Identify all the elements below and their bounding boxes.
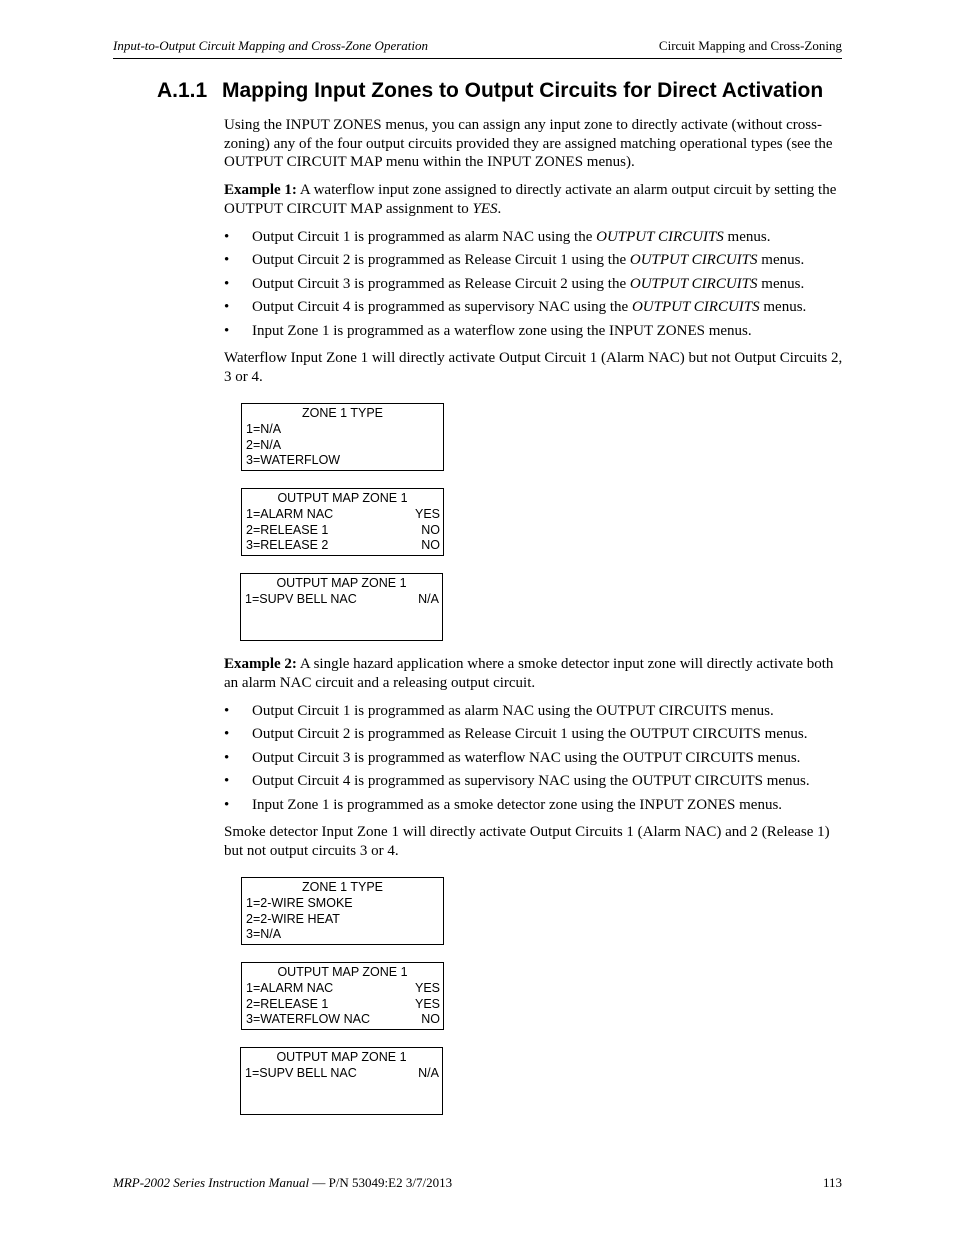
bullet: • (224, 322, 230, 339)
lcd-row-value: N/A (418, 591, 439, 606)
section-body (224, 116, 844, 1132)
list-item (224, 772, 844, 791)
lcd-row (242, 1012, 443, 1028)
lcd-row (242, 453, 443, 469)
lcd-row (241, 1066, 442, 1082)
example1-text: A waterflow input zone assigned to directly activate an alarm output circuit by setting the OUTPUT CIRCUIT MAP assignment to (224, 182, 837, 217)
lcd-row (242, 927, 443, 943)
example1-result: Waterflow Input Zone 1 will directly activate Output Circuit 1 (Alarm NAC) but not Output Circuits 2, 3 or 4. (224, 350, 843, 385)
section-number: A.1.1 (157, 79, 208, 102)
example1-text-em: YES (472, 200, 498, 217)
example1-list (224, 228, 844, 341)
lcd-row (242, 538, 443, 554)
lcd-row (242, 438, 443, 454)
list-item (224, 749, 844, 768)
lcd-row-label: 1=ALARM NAC (246, 506, 334, 521)
example2-result: Smoke detector Input Zone 1 will directly activate Output Circuits 1 (Alarm NAC) and 2 (Release 1) but not output circuits 3 or 4. (224, 824, 830, 859)
lcd-row-label: 2=N/A (246, 437, 282, 452)
lcd-row-label: 1=N/A (246, 421, 282, 436)
list-item-em: OUTPUT CIRCUITS (629, 252, 758, 268)
example1-paragraph (224, 181, 844, 218)
lcd-screen-output-map (241, 962, 444, 1030)
list-item (224, 275, 844, 294)
lcd-row (242, 896, 443, 912)
list-item-text: Input Zone 1 is programmed as a waterflow zone using the INPUT ZONES menus. (252, 322, 752, 339)
lcd-row-label: 2=2-WIRE HEAT (246, 911, 340, 926)
bullet: • (224, 299, 230, 315)
list-item-text-end: menus. (759, 299, 807, 315)
bullet: • (224, 228, 230, 245)
lcd-row-value: YES (414, 980, 440, 995)
lcd-title: OUTPUT MAP ZONE 1 (276, 576, 407, 590)
lcd-row-value: N/A (418, 1065, 439, 1080)
bullet: • (224, 796, 230, 813)
lcd-row (242, 507, 443, 523)
lcd-row (241, 592, 442, 608)
list-item-em: OUTPUT CIRCUITS (629, 275, 758, 292)
list-item (224, 228, 844, 247)
example1-label: Example 1: (224, 182, 297, 198)
list-item-em: OUTPUT CIRCUITS (596, 228, 724, 245)
bullet: • (224, 252, 230, 268)
lcd-row-label: 1=SUPV BELL NAC (245, 591, 357, 606)
intro-paragraph: Using the INPUT ZONES menus, you can assign any input zone to directly activate (without cross-zoning) any of the four output circuits provided they are assigned matching operational types (see the OUTPUT CIRCUIT MAP menu within the INPUT ZONES menus). (224, 117, 833, 170)
header-rule (113, 58, 842, 59)
list-item (224, 251, 844, 270)
bullet: • (224, 749, 230, 766)
lcd-row-label: 3=WATERFLOW NAC (246, 1012, 370, 1027)
example2-lcd-screens (241, 877, 844, 1115)
lcd-screen-output-map-2 (240, 573, 443, 641)
lcd-row-value: YES (414, 996, 440, 1011)
lcd-row-label: 3=N/A (246, 927, 282, 942)
lcd-row-label: 3=WATERFLOW (246, 453, 341, 468)
lcd-screen-zone-type (241, 403, 444, 471)
lcd-screen-zone-type (241, 877, 444, 945)
list-item-text-end: menus. (757, 275, 805, 292)
list-item (224, 298, 844, 317)
lcd-row-value: NO (421, 538, 440, 553)
lcd-title: OUTPUT MAP ZONE 1 (277, 965, 408, 979)
example1-text-end: . (497, 200, 502, 217)
bullet: • (224, 702, 230, 719)
lcd-row (242, 422, 443, 438)
example2-text: A single hazard application where a smoke detector input zone will directly activate both an alarm NAC circuit and a releasing output circuit. (224, 656, 834, 691)
list-item-text: Output Circuit 4 is programmed as supervisory NAC using the OUTPUT CIRCUITS menus. (252, 773, 810, 789)
lcd-title: ZONE 1 TYPE (301, 406, 384, 420)
bullet: • (224, 726, 230, 742)
list-item-text: Output Circuit 1 is programmed as alarm NAC using the (252, 228, 597, 245)
list-item-text: Output Circuit 1 is programmed as alarm NAC using the OUTPUT CIRCUITS menus. (252, 702, 774, 719)
lcd-title: OUTPUT MAP ZONE 1 (276, 1050, 407, 1064)
example2-list (224, 702, 844, 815)
lcd-row (242, 523, 443, 539)
bullet: • (224, 773, 230, 789)
list-item-text-end: menus. (757, 252, 805, 268)
lcd-row (242, 912, 443, 928)
lcd-row-label: 1=2-WIRE SMOKE (246, 895, 353, 910)
lcd-title: OUTPUT MAP ZONE 1 (277, 491, 408, 505)
example2-label: Example 2: (224, 656, 297, 672)
lcd-title: ZONE 1 TYPE (301, 880, 384, 894)
list-item-text-end: menus. (723, 228, 771, 245)
list-item (224, 796, 844, 815)
lcd-row-label: 3=RELEASE 2 (246, 538, 329, 553)
page-number: 113 (822, 1175, 842, 1190)
lcd-row-label: 2=RELEASE 1 (246, 996, 329, 1011)
list-item-em: OUTPUT CIRCUITS (631, 299, 760, 315)
list-item-text: Output Circuit 4 is programmed as supervisory NAC using the (252, 299, 632, 315)
lcd-row (242, 981, 443, 997)
lcd-screen-output-map (241, 488, 444, 556)
list-item-text: Output Circuit 2 is programmed as Release Circuit 1 using the OUTPUT CIRCUITS menus. (252, 726, 808, 742)
header-section-title: Circuit Mapping and Cross-Zoning (658, 38, 842, 53)
lcd-screen-output-map-2 (240, 1047, 443, 1115)
lcd-row-label: 1=ALARM NAC (246, 980, 334, 995)
lcd-row-value: NO (421, 1012, 440, 1027)
header-chapter-title: Input-to-Output Circuit Mapping and Cross-Zone Operation (113, 38, 429, 53)
list-item (224, 702, 844, 721)
list-item-text: Output Circuit 3 is programmed as waterflow NAC using the OUTPUT CIRCUITS menus. (252, 749, 801, 766)
list-item-text: Output Circuit 2 is programmed as Release Circuit 1 using the (252, 252, 630, 268)
list-item-text: Output Circuit 3 is programmed as Release Circuit 2 using the (252, 275, 630, 292)
footer-manual-info (113, 1174, 452, 1192)
list-item-text: Input Zone 1 is programmed as a smoke detector zone using the INPUT ZONES menus. (252, 796, 783, 813)
section-title: Mapping Input Zones to Output Circuits for Direct Activation (222, 79, 824, 102)
bullet: • (224, 275, 230, 292)
lcd-row-label: 2=RELEASE 1 (246, 522, 329, 537)
footer-part-number: — P/N 53049:E2 3/7/2013 (309, 1175, 453, 1190)
footer-manual-title: MRP-2002 Series Instruction Manual (113, 1175, 310, 1190)
lcd-row-value: YES (414, 506, 440, 521)
lcd-row-label: 1=SUPV BELL NAC (245, 1065, 357, 1080)
list-item (224, 322, 844, 341)
section-heading (157, 77, 823, 105)
lcd-row (242, 997, 443, 1013)
list-item (224, 725, 844, 744)
lcd-row-value: NO (421, 522, 440, 537)
example1-lcd-screens (241, 403, 844, 641)
example2-paragraph (224, 655, 844, 692)
